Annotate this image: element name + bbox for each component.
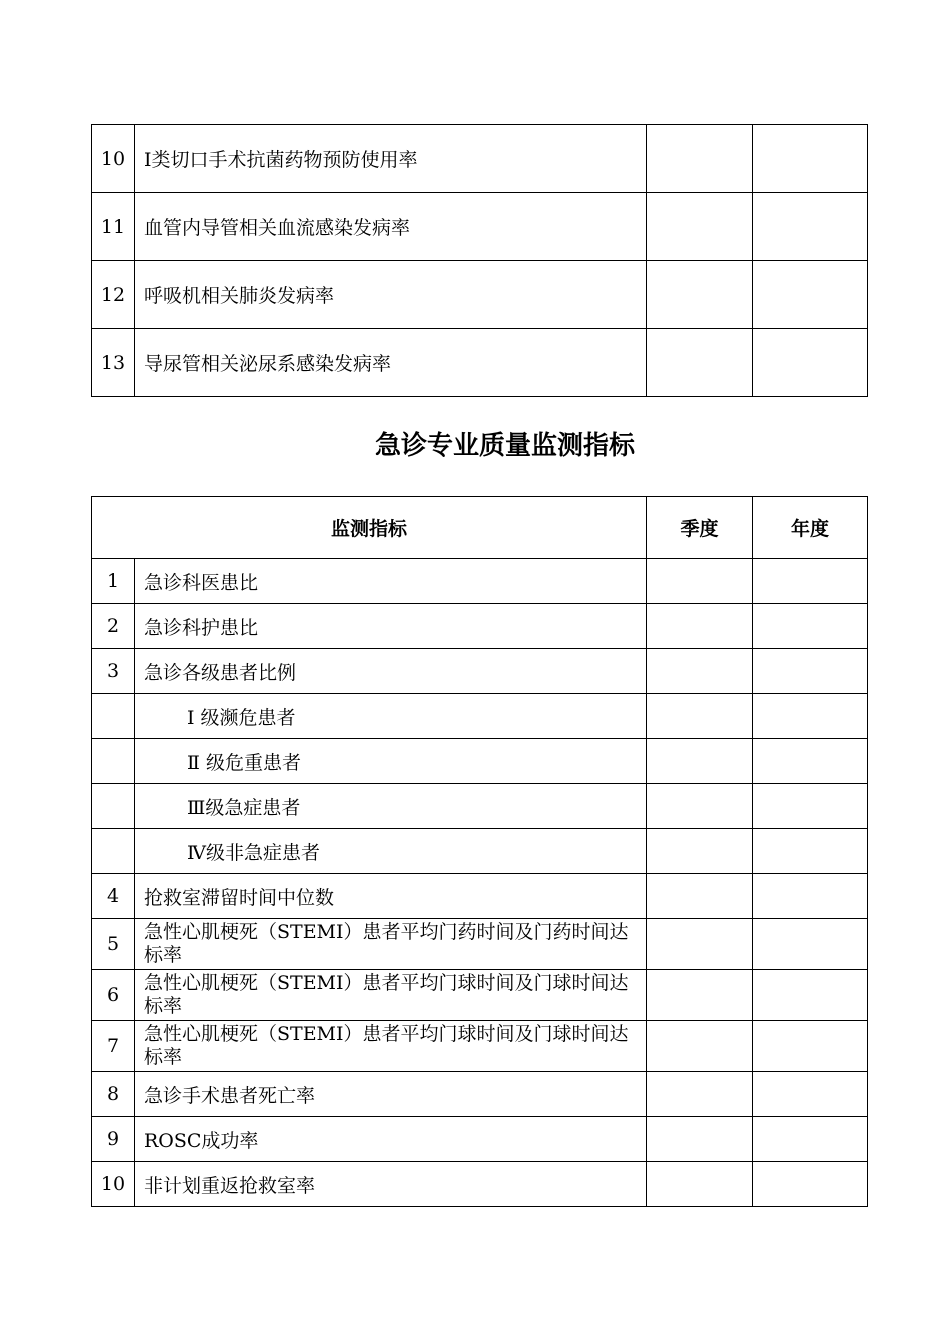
table-row <box>92 559 868 604</box>
year-cell <box>753 1162 868 1207</box>
year-cell <box>753 1072 868 1117</box>
table-row <box>92 125 868 193</box>
table-row <box>92 829 868 874</box>
quarter-cell <box>647 1072 753 1117</box>
emergency-indicators-table <box>91 496 868 1207</box>
indicator-name: 急诊科护患比 <box>135 604 647 649</box>
table-row <box>92 1021 868 1072</box>
row-number: 2 <box>92 604 135 649</box>
table-row <box>92 874 868 919</box>
indicator-name: 急性心肌梗死（STEMI）患者平均门球时间及门球时间达标率 <box>135 970 647 1021</box>
year-cell <box>753 829 868 874</box>
row-number: 8 <box>92 1072 135 1117</box>
year-cell <box>753 1021 868 1072</box>
infection-indicators-table <box>91 124 868 397</box>
year-cell <box>753 970 868 1021</box>
quarter-cell <box>647 919 753 970</box>
row-number: 4 <box>92 874 135 919</box>
indicator-name: 急诊手术患者死亡率 <box>135 1072 647 1117</box>
row-number: 11 <box>92 193 135 261</box>
table-row <box>92 329 868 397</box>
indicator-name: 急性心肌梗死（STEMI）患者平均门药时间及门药时间达标率 <box>135 919 647 970</box>
indicator-name: 非计划重返抢救室率 <box>135 1162 647 1207</box>
year-cell <box>753 1117 868 1162</box>
table-row <box>92 261 868 329</box>
row-number: 6 <box>92 970 135 1021</box>
year-cell <box>753 694 868 739</box>
quarter-cell <box>647 1021 753 1072</box>
row-number: 13 <box>92 329 135 397</box>
table-header-row <box>92 497 868 559</box>
header-indicator: 监测指标 <box>92 497 647 559</box>
indicator-name: 呼吸机相关肺炎发病率 <box>135 261 647 329</box>
quarter-cell <box>647 193 753 261</box>
quarter-cell <box>647 329 753 397</box>
table-row <box>92 193 868 261</box>
indicator-name: 抢救室滞留时间中位数 <box>135 874 647 919</box>
indicator-name: 急诊科医患比 <box>135 559 647 604</box>
row-number: 10 <box>92 1162 135 1207</box>
row-number: 10 <box>92 125 135 193</box>
year-cell <box>753 874 868 919</box>
indicator-name: Ⅱ 级危重患者 <box>135 739 647 784</box>
table-row <box>92 694 868 739</box>
year-cell <box>753 559 868 604</box>
quarter-cell <box>647 874 753 919</box>
year-cell <box>753 193 868 261</box>
table-row <box>92 1072 868 1117</box>
year-cell <box>753 125 868 193</box>
quarter-cell <box>647 559 753 604</box>
quarter-cell <box>647 829 753 874</box>
quarter-cell <box>647 649 753 694</box>
year-cell <box>753 739 868 784</box>
quarter-cell <box>647 1162 753 1207</box>
row-number <box>92 784 135 829</box>
year-cell <box>753 329 868 397</box>
indicator-name: 急诊各级患者比例 <box>135 649 647 694</box>
table-row <box>92 784 868 829</box>
row-number <box>92 739 135 784</box>
year-cell <box>753 649 868 694</box>
indicator-name: Ⅰ 级濒危患者 <box>135 694 647 739</box>
indicator-name: ROSC成功率 <box>135 1117 647 1162</box>
table-row <box>92 1162 868 1207</box>
indicator-name: 急性心肌梗死（STEMI）患者平均门球时间及门球时间达标率 <box>135 1021 647 1072</box>
row-number: 5 <box>92 919 135 970</box>
row-number: 3 <box>92 649 135 694</box>
row-number: 12 <box>92 261 135 329</box>
row-number: 7 <box>92 1021 135 1072</box>
indicator-name: I类切口手术抗菌药物预防使用率 <box>135 125 647 193</box>
table-row <box>92 649 868 694</box>
year-cell <box>753 784 868 829</box>
year-cell <box>753 604 868 649</box>
quarter-cell <box>647 739 753 784</box>
quarter-cell <box>647 784 753 829</box>
row-number: 1 <box>92 559 135 604</box>
indicator-name: 导尿管相关泌尿系感染发病率 <box>135 329 647 397</box>
quarter-cell <box>647 1117 753 1162</box>
table-row <box>92 604 868 649</box>
quarter-cell <box>647 694 753 739</box>
table-row <box>92 919 868 970</box>
quarter-cell <box>647 261 753 329</box>
year-cell <box>753 919 868 970</box>
table-row <box>92 970 868 1021</box>
table-row <box>92 739 868 784</box>
quarter-cell <box>647 125 753 193</box>
row-number: 9 <box>92 1117 135 1162</box>
table-row <box>92 1117 868 1162</box>
indicator-name: 血管内导管相关血流感染发病率 <box>135 193 647 261</box>
row-number <box>92 694 135 739</box>
quarter-cell <box>647 970 753 1021</box>
header-year: 年度 <box>753 497 868 559</box>
year-cell <box>753 261 868 329</box>
section-title: 急诊专业质量监测指标 <box>374 431 635 461</box>
quarter-cell <box>647 604 753 649</box>
header-quarter: 季度 <box>647 497 753 559</box>
row-number <box>92 829 135 874</box>
indicator-name: Ⅲ级急症患者 <box>135 784 647 829</box>
indicator-name: Ⅳ级非急症患者 <box>135 829 647 874</box>
